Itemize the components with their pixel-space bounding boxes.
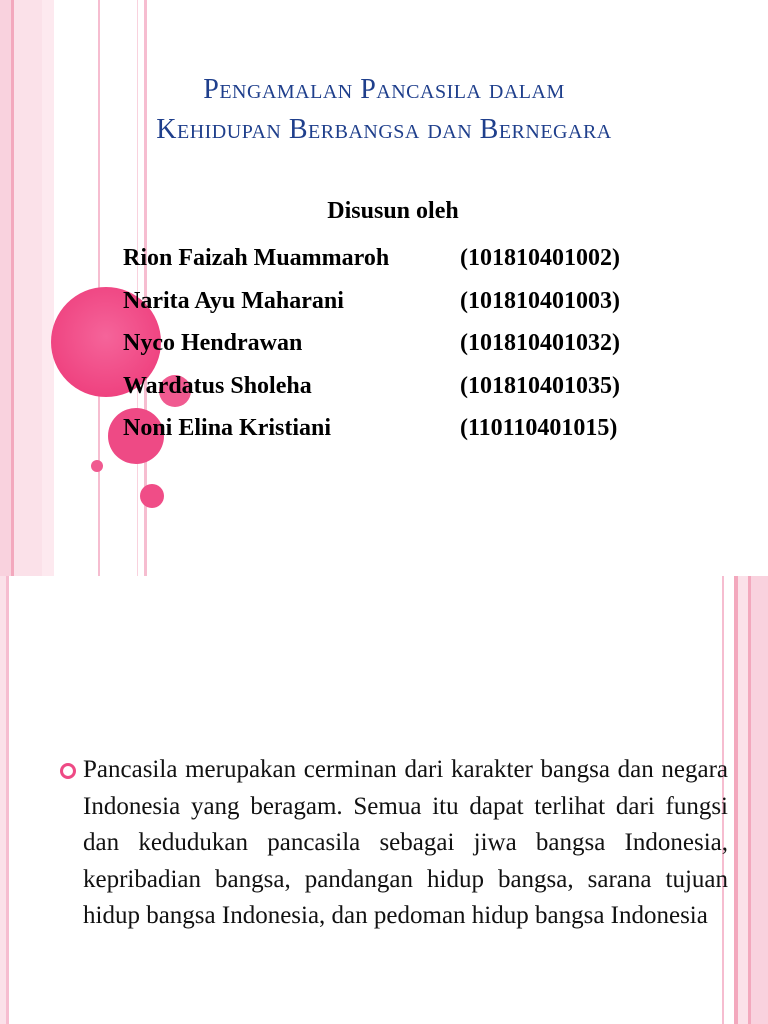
author-row	[123, 240, 683, 283]
decorative-stripe	[6, 576, 9, 1024]
title-line-1: Pengamalan Pancasila dalam	[203, 74, 565, 105]
author-row	[123, 325, 683, 368]
decorative-circle-small	[140, 484, 164, 508]
author-list	[123, 240, 683, 453]
author-id: (101810401035)	[460, 372, 620, 399]
bullet-text: Pancasila merupakan cerminan dari karakter bangsa dan negara Indonesia yang beragam. Semua itu dapat terlihat dari fungsi dan kedudukan pancasila sebagai jiwa bangsa Indonesia, kepribadian bangsa, pandangan hidup bangsa, sarana tujuan hidup bangsa Indonesia, dan pedoman hidup bangsa Indonesia	[83, 756, 728, 929]
decorative-stripe	[42, 0, 54, 576]
author-row	[123, 368, 683, 411]
decorative-stripe	[751, 576, 768, 1024]
author-name: Nyco Hendrawan	[123, 330, 303, 356]
author-id: (101810401002)	[460, 245, 620, 271]
author-row	[123, 283, 683, 326]
author-name: Narita Ayu Maharani	[123, 287, 344, 314]
circle-bullet-icon	[60, 763, 76, 779]
author-name: Wardatus Sholeha	[123, 372, 312, 399]
decorative-stripe	[0, 0, 11, 576]
author-name: Rion Faizah Muammaroh	[123, 245, 390, 271]
decorative-stripe	[738, 576, 748, 1024]
decorative-stripe	[14, 0, 42, 576]
author-id: (101810401032)	[460, 330, 620, 356]
content-slide	[0, 576, 768, 1024]
author-name: Noni Elina Kristiani	[123, 415, 332, 441]
decorative-circle-tiny	[91, 460, 103, 472]
byline: Disusun oleh	[327, 198, 459, 224]
author-row	[123, 410, 683, 453]
author-id: (110110401015)	[460, 415, 618, 441]
slide-title	[60, 70, 708, 150]
title-line-2: Kehidupan Berbangsa dan Bernegara	[156, 114, 612, 145]
author-id: (101810401003)	[460, 287, 620, 314]
